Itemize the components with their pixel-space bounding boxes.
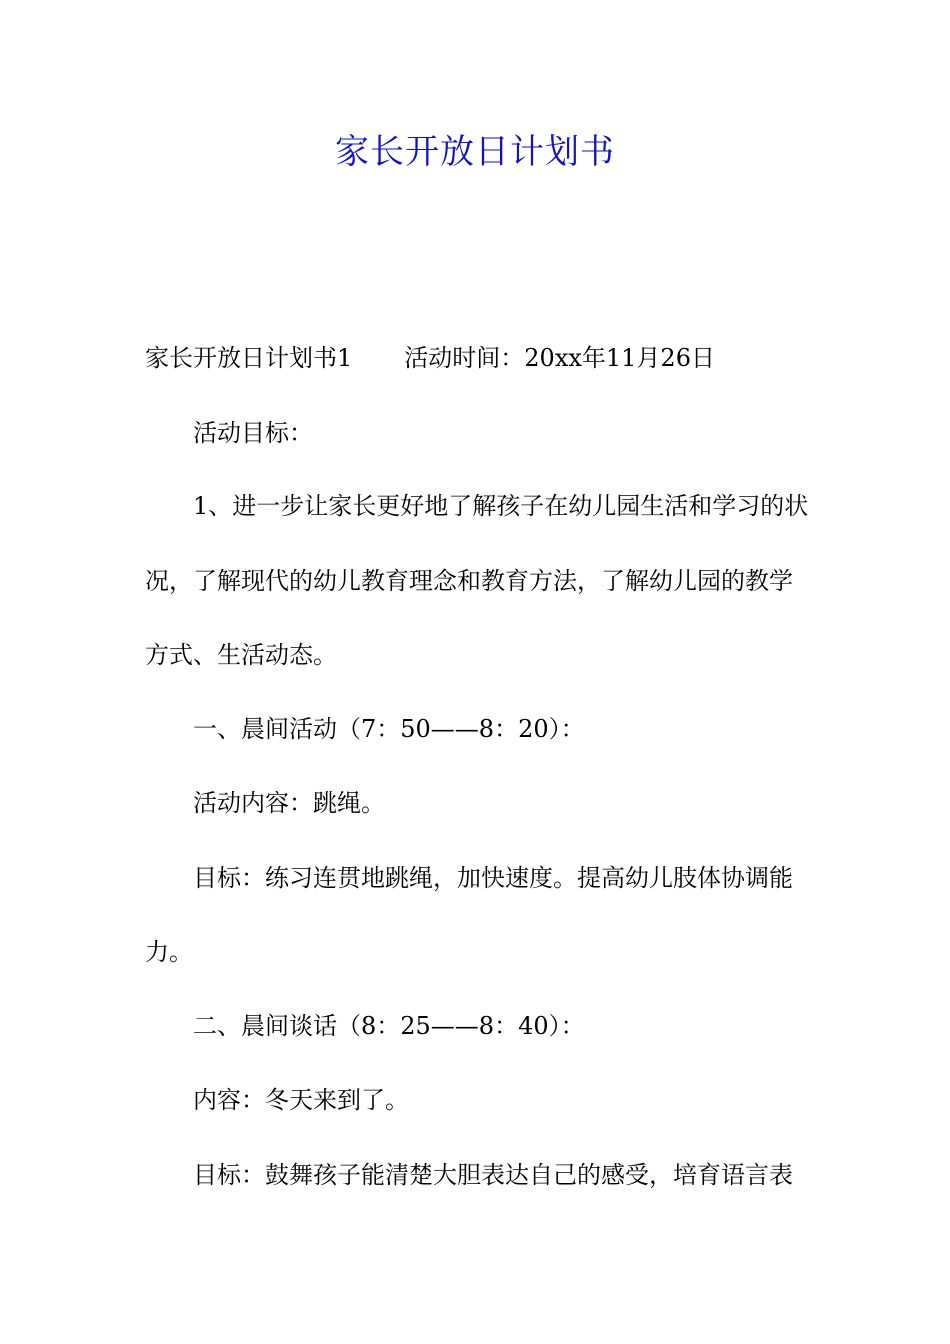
paragraph-line: 二、晨间谈话（8：25——8：40）： <box>193 1012 585 1040</box>
paragraph-line: 目标：练习连贯地跳绳，加快速度。提高幼儿肢体协调能 <box>193 864 793 892</box>
activity-time: 活动时间：20xx年11月26日 <box>404 344 715 372</box>
paragraph-line: 方式、生活动态。 <box>145 641 337 669</box>
paragraph-line: 一、晨间活动（7：50——8：20）： <box>193 715 585 743</box>
paragraph-line: 力。 <box>145 938 193 966</box>
paragraph-line: 活动内容：跳绳。 <box>193 789 385 817</box>
paragraph-line: 活动目标： <box>193 419 313 447</box>
paragraph-line: 内容：冬天来到了。 <box>193 1086 409 1114</box>
paragraph-line: 1、进一步让家长更好地了解孩子在幼儿园生活和学习的状 <box>193 492 809 520</box>
paragraph-line <box>145 340 715 376</box>
paragraph-line: 目标：鼓舞孩子能清楚大胆表达自己的感受，培育语言表 <box>193 1161 793 1189</box>
section-heading: 家长开放日计划书1 <box>145 344 353 372</box>
document-title: 家长开放日计划书 <box>335 132 615 172</box>
paragraph-line: 况，了解现代的幼儿教育理念和教育方法，了解幼儿园的教学 <box>145 567 793 595</box>
